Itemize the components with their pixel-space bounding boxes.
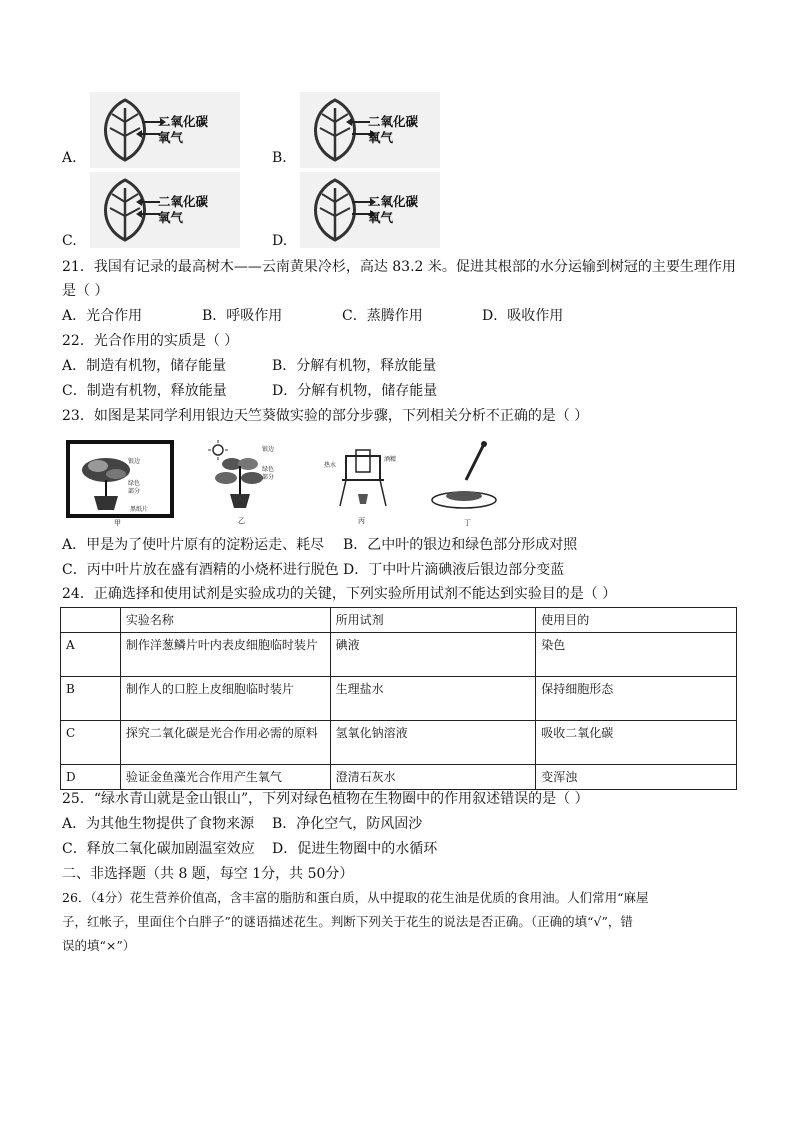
co2-label: 二氧化碳 <box>158 114 209 129</box>
q22-option-c[interactable]: C．制造有机物，释放能量 <box>62 383 227 399</box>
jia-label-green: 绿色 <box>128 480 141 487</box>
q26-line1: 26．（4分）花生营养价值高，含丰富的脂肪和蛋白质，从中提取的花生油是优质的食用油。人们常用“麻屋 <box>62 890 649 905</box>
q20-option-c-figure <box>90 172 240 248</box>
row-purpose: 保持细胞形态 <box>536 677 737 721</box>
q24-table <box>60 607 737 790</box>
ding-caption: 丁 <box>464 519 471 527</box>
q21-stem-line2: 是（ ） <box>62 283 109 299</box>
row-experiment-name: 制作人的口腔上皮细胞临时装片 <box>120 677 330 721</box>
jia-label-black-paper: 黑纸片 <box>130 506 149 513</box>
q21-option-c[interactable]: C．蒸腾作用 <box>342 308 423 324</box>
row-letter: C <box>61 721 121 765</box>
q26-line3: 误的填“×”） <box>62 938 136 953</box>
figure-ding-iodine-drop <box>428 440 508 520</box>
q24-stem: 24．正确选择和使用试剂是实验成功的关键，下列实验所用试剂不能达到实验目的是（ ） <box>62 586 617 602</box>
q22-stem: 22．光合作用的实质是（ ） <box>62 333 239 349</box>
jia-caption: 甲 <box>114 519 121 527</box>
yi-label-part: 部分 <box>262 474 275 481</box>
table-header: 所用试剂 <box>330 608 536 633</box>
yi-label-green: 绿色 <box>262 466 275 473</box>
row-reagent: 氢氧化钠溶液 <box>330 721 536 765</box>
table-header <box>61 608 121 633</box>
q20-option-a-figure <box>90 92 240 168</box>
q23-option-c[interactable]: C．丙中叶片放在盛有酒精的小烧杯进行脱色 <box>62 562 339 578</box>
q21-option-b[interactable]: B．呼吸作用 <box>202 308 283 324</box>
o2-label: 氧气 <box>368 130 394 145</box>
q21-stem-line1: 21．我国有记录的最高树木——云南黄果冷杉，高达 83.2 米。促进其根部的水分运输到树冠的主要生理作用 <box>62 259 736 275</box>
jia-label-part: 部分 <box>128 488 141 495</box>
q23-figure <box>66 436 516 532</box>
q21-option-a[interactable]: A．光合作用 <box>62 308 143 324</box>
o2-label: 氧气 <box>158 130 184 145</box>
table-row <box>61 765 737 790</box>
q25-option-d[interactable]: D．促进生物圈中的水循环 <box>272 841 438 857</box>
q23-option-a[interactable]: A．甲是为了使叶片原有的淀粉运走、耗尽 <box>62 537 325 553</box>
q22-option-b[interactable]: B．分解有机物，释放能量 <box>272 358 437 374</box>
q22-option-d[interactable]: D．分解有机物，储存能量 <box>272 383 438 399</box>
row-reagent: 生理盐水 <box>330 677 536 721</box>
jia-label-silver-edge: 银边 <box>128 458 141 465</box>
table-header-row <box>61 608 737 633</box>
section-heading: 二、非选择题（共 8 题，每空 1分，共 50分） <box>62 866 354 882</box>
bing-caption: 丙 <box>358 517 365 525</box>
co2-label: 二氧化碳 <box>368 194 419 209</box>
row-reagent: 碘液 <box>330 633 536 677</box>
bing-label-alcohol: 酒精 <box>384 456 397 463</box>
table-row <box>61 633 737 677</box>
o2-label: 氧气 <box>158 210 184 225</box>
q23-option-b[interactable]: B．乙中叶的银边和绿色部分形成对照 <box>343 537 578 553</box>
q23-option-d[interactable]: D．丁中叶片滴碘液后银边部分变蓝 <box>343 562 565 578</box>
q21-option-d[interactable]: D．吸收作用 <box>482 308 564 324</box>
q25-stem: 25．“绿水青山就是金山银山”，下列对绿色植物在生物圈中的作用叙述错误的是（ ） <box>62 791 589 807</box>
q26-line2: 子，红帐子，里面住个白胖子”的谜语描述花生。判断下列关于花生的说法是否正确。（正确的填“√”，错 <box>62 914 633 929</box>
q20-option-b-letter[interactable]: B. <box>272 150 287 166</box>
co2-label: 二氧化碳 <box>368 114 419 129</box>
table-row <box>61 677 737 721</box>
q20-option-b-figure <box>300 92 440 168</box>
row-experiment-name: 探究二氧化碳是光合作用必需的原料 <box>120 721 330 765</box>
row-reagent: 澄清石灰水 <box>330 765 536 790</box>
q25-option-a[interactable]: A．为其他生物提供了食物来源 <box>62 816 255 832</box>
row-letter: B <box>61 677 121 721</box>
row-letter: D <box>61 765 121 790</box>
q25-option-c[interactable]: C．释放二氧化碳加剧温室效应 <box>62 841 255 857</box>
q25-option-b[interactable]: B．净化空气，防风固沙 <box>272 816 423 832</box>
table-header: 实验名称 <box>120 608 330 633</box>
row-experiment-name: 制作洋葱鳞片叶内表皮细胞临时装片 <box>120 633 330 677</box>
yi-caption: 乙 <box>238 517 245 525</box>
yi-label-silver-edge: 银边 <box>262 446 275 453</box>
row-letter: A <box>61 633 121 677</box>
table-row <box>61 721 737 765</box>
bing-label-hot-water: 热水 <box>324 462 337 469</box>
row-purpose: 变浑浊 <box>536 765 737 790</box>
q22-option-a[interactable]: A．制造有机物，储存能量 <box>62 358 227 374</box>
row-purpose: 吸收二氧化碳 <box>536 721 737 765</box>
o2-label: 氧气 <box>368 210 394 225</box>
q20-option-d-figure <box>300 172 440 248</box>
table-header: 使用目的 <box>536 608 737 633</box>
figure-jia-plant-in-dark <box>66 436 176 526</box>
co2-label: 二氧化碳 <box>158 194 209 209</box>
q23-stem: 23．如图是某同学利用银边天竺葵做实验的部分步骤，下列相关分析不正确的是（ ） <box>62 408 589 424</box>
row-experiment-name: 验证金鱼藻光合作用产生氧气 <box>120 765 330 790</box>
row-purpose: 染色 <box>536 633 737 677</box>
q20-option-a-letter[interactable]: A. <box>62 150 77 166</box>
q20-option-d-letter[interactable]: D. <box>272 233 288 249</box>
q20-option-c-letter[interactable]: C. <box>62 233 77 249</box>
